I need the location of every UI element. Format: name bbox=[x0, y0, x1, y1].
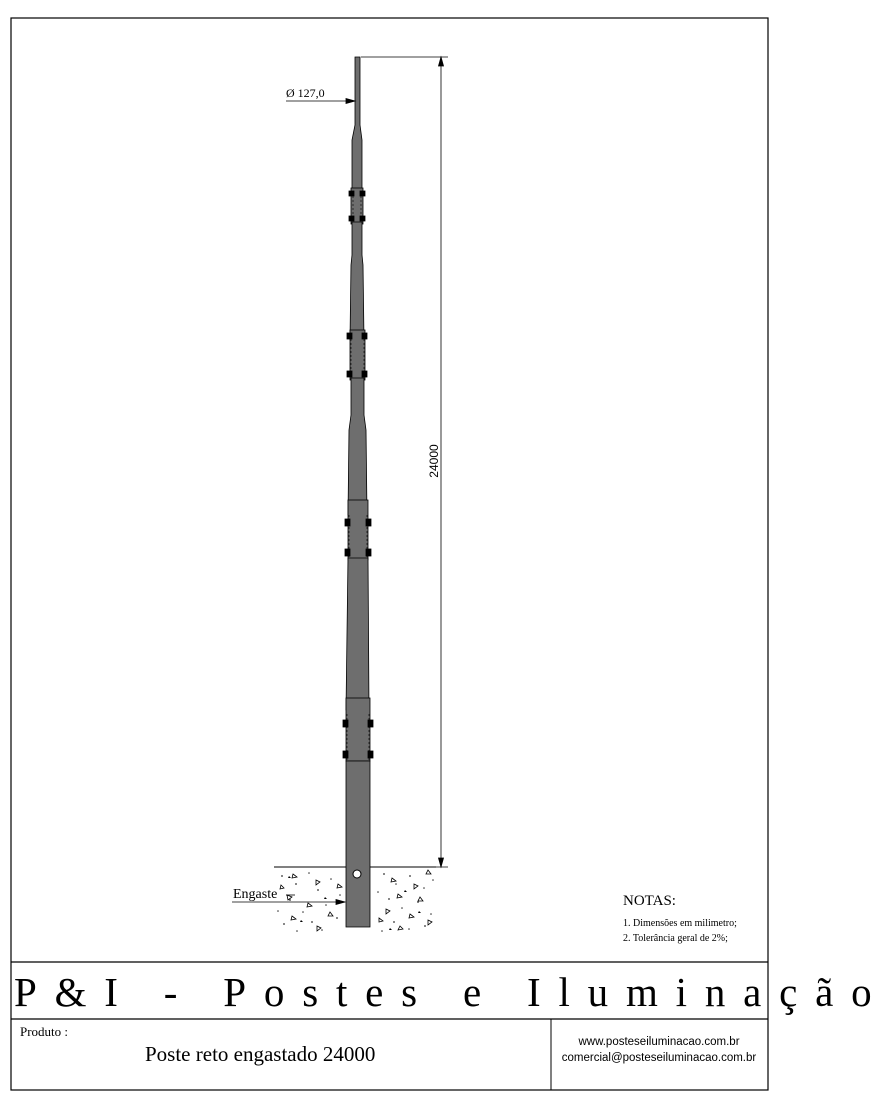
product-name: Poste reto engastado 24000 bbox=[145, 1042, 376, 1066]
height-dimension-text: 24000 bbox=[427, 444, 441, 478]
note-item: 2. Tolerância geral de 2%; bbox=[623, 933, 728, 944]
pole-section-4 bbox=[346, 558, 369, 710]
diameter-label: Ø 127,0 bbox=[286, 86, 325, 100]
pole-section-3 bbox=[348, 378, 367, 515]
notes-title: NOTAS: bbox=[623, 893, 676, 909]
pole-joint-4 bbox=[346, 698, 370, 761]
product-label: Produto : bbox=[20, 1024, 69, 1039]
embed-label: Engaste bbox=[233, 887, 278, 902]
email-link[interactable]: comercial@posteseiluminacao.com.br bbox=[561, 1052, 757, 1064]
company-banner: P&I - Postes e Iluminação bbox=[14, 969, 889, 1015]
pole-section-5 bbox=[346, 761, 370, 927]
pole-joint-3 bbox=[348, 500, 368, 560]
pole-section-2 bbox=[350, 222, 364, 340]
website-link[interactable]: www.posteseiluminacao.com.br bbox=[578, 1036, 740, 1048]
note-item: 1. Dimensões em milimetro; bbox=[623, 918, 737, 929]
cable-entry-hole bbox=[353, 870, 361, 878]
pole-drawing bbox=[343, 57, 373, 927]
pole-section-1 bbox=[352, 57, 362, 195]
